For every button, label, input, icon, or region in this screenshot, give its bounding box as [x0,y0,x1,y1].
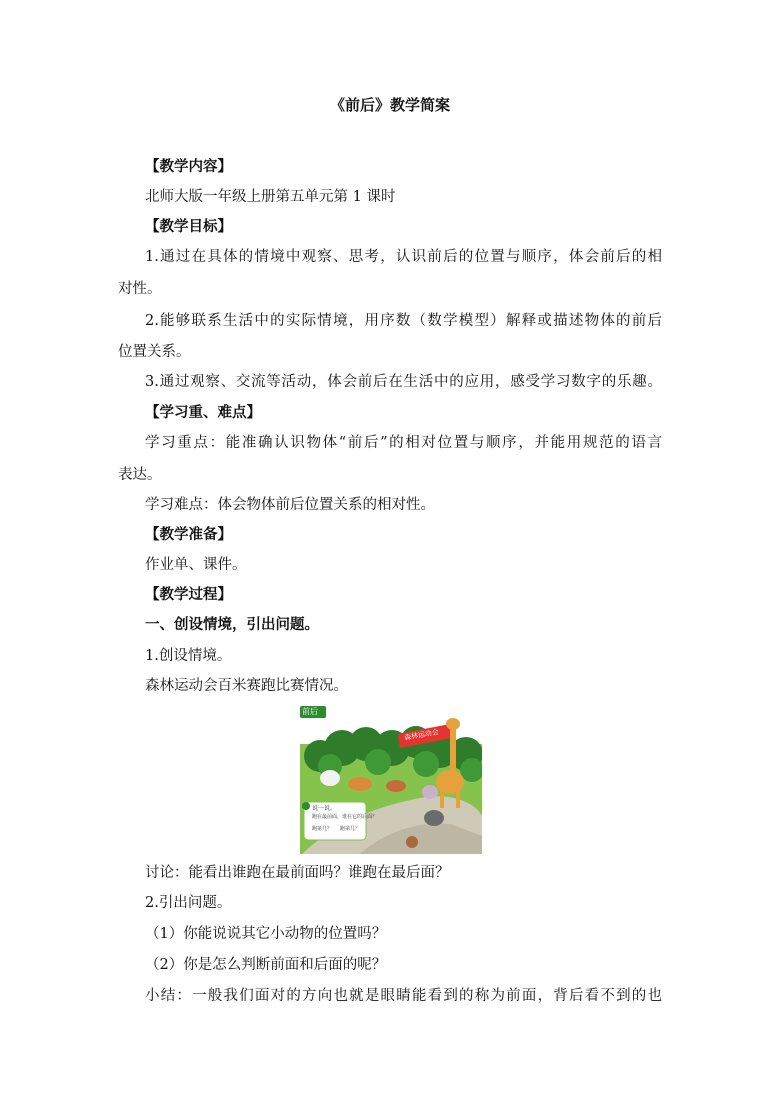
discussion: 讨论：能看出谁跑在最前面吗？谁跑在最后面？ [145,865,450,881]
bubble-title: 说一说。 [312,805,337,812]
illustration-banner: 森林运动会 [403,728,440,742]
difficult-point: 学习难点：体会物体前后位置关系的相对性。 [145,497,435,513]
section-heading-process: 【教学过程】 [145,587,232,603]
goal-2-line-1: 2.能够联系生活中的实际情境，用序数（数学模型）解释或描述物体的前后 [145,313,662,329]
section-heading-keypoints: 【学习重、难点】 [145,405,261,421]
bubble-line-1: 跑在最前面，谁在它的后面？ [312,814,378,820]
content-text: 北师大版一年级上册第五单元第 1 课时 [145,189,396,205]
forest-race-illustration [300,706,482,854]
goal-1-line-1: 1.通过在具体的情境中观察、思考，认识前后的位置与顺序，体会前后的相 [145,249,662,265]
section-heading-prep: 【教学准备】 [145,527,232,543]
step-1-1-text: 森林运动会百米赛跑比赛情况。 [145,678,348,694]
step-1-2: 2.引出问题。 [145,895,232,911]
question-1: （1）你能说说其它小动物的位置吗？ [145,926,387,942]
summary-line: 小结：一般我们面对的方向也就是眼睛能看到的称为前面，背后看不到的也 [145,988,662,1004]
key-point-line-1: 学习重点：能准确认识物体“前后”的相对位置与顺序，并能用规范的语言 [145,435,662,451]
document-title: 《前后》教学简案 [329,96,450,114]
goal-2-line-2: 位置关系。 [118,344,191,360]
prep-text: 作业单、课件。 [145,557,247,573]
step-1-heading: 一、创设情境，引出问题。 [145,617,319,633]
section-heading-goals: 【教学目标】 [145,219,232,235]
illustration-tag: 前后 [302,707,318,716]
step-1-1: 1.创设情境。 [145,648,232,664]
question-2: （2）你是怎么判断前面和后面的呢？ [145,957,387,973]
bubble-line-3: 跑第几？ [340,826,361,832]
goal-3: 3.通过观察、交流等活动，体会前后在生活中的应用，感受学习数字的乐趣。 [145,374,662,390]
goal-1-line-2: 对性。 [118,281,162,297]
key-point-line-2: 表达。 [118,467,162,483]
section-heading-content: 【教学内容】 [145,159,232,175]
bubble-line-2: 跑第几？ [312,826,333,832]
